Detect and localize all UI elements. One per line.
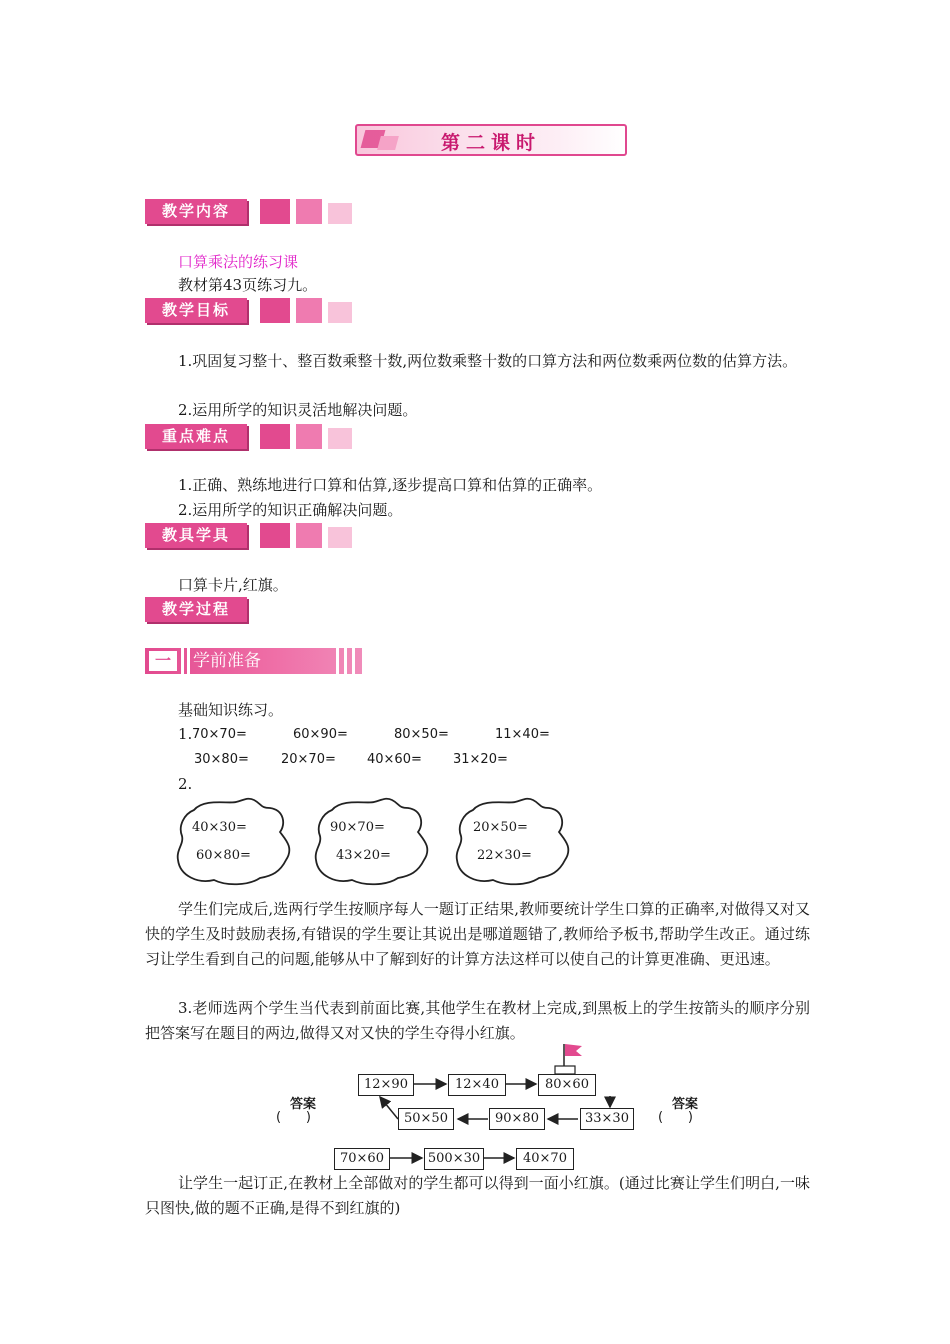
goal-item-2: 2.运用所学的知识灵活地解决问题。 <box>178 401 418 419</box>
answer-blank-left: ( ) <box>276 1110 311 1125</box>
tools-text: 口算卡片,红旗。 <box>178 576 288 594</box>
flow-box: 40×70 <box>516 1148 574 1170</box>
oral-calc-item: 70×70= <box>192 727 247 742</box>
oral-calc-item: 40×60= <box>367 752 422 767</box>
flow-box: 90×80 <box>489 1108 545 1130</box>
flow-box: 50×50 <box>398 1108 454 1130</box>
flow-box: 70×60 <box>334 1148 390 1170</box>
flow-box: 80×60 <box>538 1074 596 1096</box>
content-topic: 口算乘法的练习课 <box>178 253 299 271</box>
paragraph-competition: 3.老师选两个学生当代表到前面比赛,其他学生在教材上完成,到黑板上的学生按箭头的顺序分别把答案写在题目的两边,做得又对又快的学生夺得小红旗。 <box>145 999 810 1042</box>
oral-calc-item: 80×50= <box>394 727 449 742</box>
cloud-question: 20×50= <box>473 820 528 835</box>
section-heading-label: 重点难点 <box>145 424 247 449</box>
oral-calc-item: 11×40= <box>495 727 550 742</box>
paragraph-summary: 让学生一起订正,在教材上全部做对的学生都可以得到一面小红旗。(通过比赛让学生们明白,一味只图快,做的题不正确,是得不到红旗的) <box>145 1174 810 1217</box>
key-point-2: 2.运用所学的知识正确解决问题。 <box>178 501 403 519</box>
oral-calc-item: 20×70= <box>281 752 336 767</box>
oral-calc-item: 31×20= <box>453 752 508 767</box>
step-title: 学前准备 <box>193 651 261 671</box>
cloud-question: 40×30= <box>192 820 247 835</box>
cloud-question: 43×20= <box>336 848 391 863</box>
cloud-question: 60×80= <box>196 848 251 863</box>
paragraph-correction: 学生们完成后,选两行学生按顺序每人一题订正结果,教师要统计学生口算的正确率,对做得又对又快的学生及时鼓励表扬,有错误的学生要让其说出是哪道题错了,教师给予板书,帮助学生改正。通过练习让学生看到自己的问题,能够从中了解到好的计算方法这样可以使自己的计算更准确、更迅速。 <box>145 900 810 968</box>
step-number: 一 <box>149 651 177 671</box>
flow-box: 12×90 <box>358 1074 414 1096</box>
answer-blank-right: ( ) <box>658 1110 693 1125</box>
answer-label-right: 答案 <box>672 1097 699 1112</box>
goal-item-1: 1.巩固复习整十、整百数乘整十数,两位数乘整十数的口算方法和两位数乘两位数的估算方法。 <box>178 352 798 370</box>
lesson-title: 第二课时 <box>440 132 541 154</box>
flow-box: 12×40 <box>448 1074 506 1096</box>
section-heading-label: 教学过程 <box>145 597 247 622</box>
key-point-1: 1.正确、熟练地进行口算和估算,逐步提高口算和估算的正确率。 <box>178 476 603 494</box>
exercise-2-label: 2. <box>178 775 193 793</box>
step-intro: 基础知识练习。 <box>178 701 284 719</box>
flow-box: 33×30 <box>580 1108 634 1130</box>
section-heading-label: 教具学具 <box>145 523 247 548</box>
answer-label-left: 答案 <box>290 1097 317 1112</box>
cloud-question: 22×30= <box>477 848 532 863</box>
exercise-1-label: 1. <box>178 725 193 743</box>
cloud-question: 90×70= <box>330 820 385 835</box>
section-heading-label: 教学内容 <box>145 199 247 224</box>
oral-calc-item: 30×80= <box>194 752 249 767</box>
content-reference: 教材第43页练习九。 <box>178 276 318 294</box>
flow-box: 500×30 <box>424 1148 484 1170</box>
oral-calc-item: 60×90= <box>293 727 348 742</box>
section-heading-label: 教学目标 <box>145 298 247 323</box>
